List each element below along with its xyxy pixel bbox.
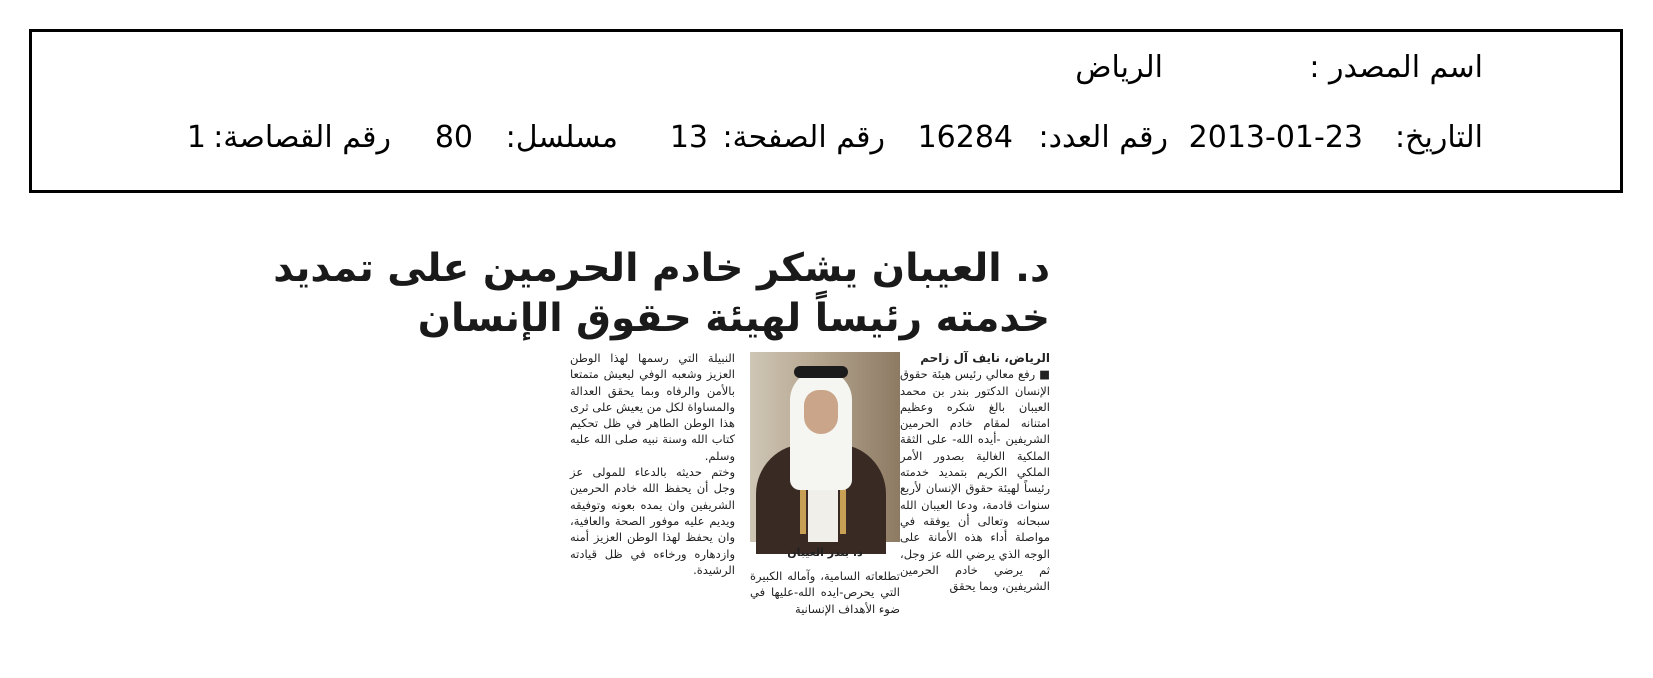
serial-label: مسلسل: — [505, 120, 618, 155]
column-middle-text: تطلعاته السامية، وآماله الكبيرة التي يحرص-ايده الله-عليها في ضوء الأهداف الإنسانية — [750, 569, 900, 616]
headline-line-2: خدمته رئيساً لهيئة حقوق الإنسان — [417, 296, 1050, 341]
column-left-paragraph-1: النبيلة التي رسمها لهذا الوطن العزيز وشعبه الوفي ليعيش متمتعا بالأمن والرفاه وبما يحقق العدالة والمساواة لكل من يعيش على ثرى هذا الوطن الطاهر في ظل تحكيم كتاب الله وسنة نبيه صلى الله عليه وسلم. — [570, 351, 735, 463]
page-value: 13 — [669, 120, 708, 155]
column-left-paragraph-2: وختم حديثه بالدعاء للمولى عز وجل أن يحفظ الله خادم الحرمين الشريفين وان يمده بعونه وتوفيقه ويديم عليه موفور الصحة والعافية، وان يحفظ لهذا الوطن العزيز أمنه وازدهاره ورخاءه في ظل قيادته الرشيدة. — [570, 465, 735, 577]
source-label: اسم المصدر : — [1309, 50, 1483, 85]
source-value: الرياض — [1075, 50, 1163, 85]
column-right-text: ■ رفع معالي رئيس هيئة حقوق الإنسان الدكتور بندر بن محمد العيبان بالغ شكره وعظيم امتنانه لمقام خادم الحرمين الشريفين -أيده الله- على الثقة الملكية الغالية بصدور الأمر الملكي الكريم بتمديد خدمته رئيساً لهيئة حقوق الإنسان لأربع سنوات قادمة، ودعا العيبان الله سبحانه وتعالى أن يوفقه في مواصلة أداء هذه الأمانة على الوجه الذي يرضي الله عز وجل، ثم يرضي خادم الحرمين الشريفين، وبما يحقق — [900, 367, 1050, 594]
serial-value: 80 — [434, 120, 473, 155]
article-column-left — [570, 350, 735, 578]
portrait-photo — [750, 352, 900, 542]
clip-value: 1 — [186, 120, 206, 155]
byline: الرياض، نايف آل زاحم — [920, 351, 1050, 365]
clip-label: رقم القصاصة: — [213, 120, 391, 155]
article-column-middle — [750, 568, 900, 617]
newspaper-clipping — [273, 240, 1050, 678]
headline-line-1: د. العيبان يشكر خادم الحرمين على تمديد — [273, 246, 1050, 291]
article-column-right — [900, 350, 1050, 594]
issue-value: 16284 — [917, 120, 1013, 155]
date-label: التاريخ: — [1395, 120, 1483, 155]
photo-caption: د. بندر العيبان — [787, 546, 863, 559]
issue-label: رقم العدد: — [1038, 120, 1168, 155]
page-label: رقم الصفحة: — [722, 120, 885, 155]
date-value: 2013-01-23 — [1188, 120, 1363, 155]
